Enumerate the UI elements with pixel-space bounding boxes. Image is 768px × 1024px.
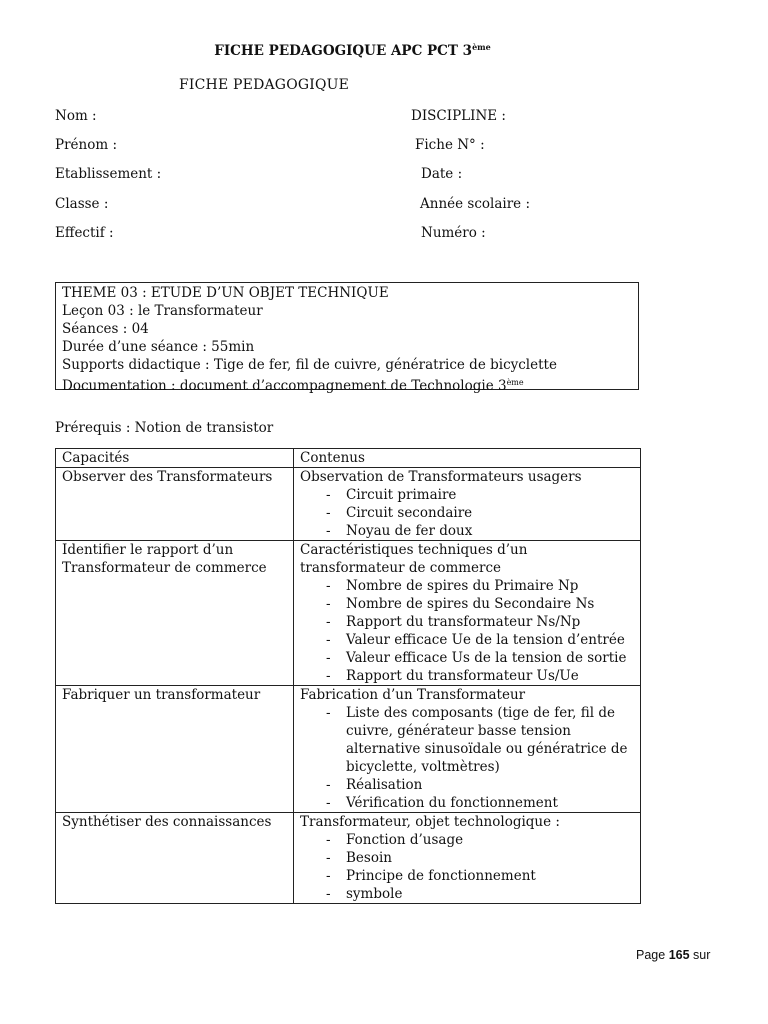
- content-list: [300, 831, 634, 903]
- capacity-cell: Synthétiser des connaissances: [56, 813, 294, 904]
- capacity-cell: Identifier le rapport d’un Transformateur de commerce: [56, 541, 294, 686]
- field-numero: Numéro :: [421, 225, 486, 241]
- header-contenus: Contenus: [294, 449, 641, 468]
- capacity-cell: Fabriquer un transformateur: [56, 686, 294, 813]
- table-row: [56, 813, 641, 904]
- dash-bullet-icon: -: [326, 505, 331, 521]
- dash-bullet-icon: -: [326, 832, 331, 848]
- theme-documentation: Documentation : document d’accompagnement de Technologie 3ème: [62, 378, 524, 394]
- header-capacites: Capacités: [56, 449, 294, 468]
- prerequisites: Prérequis : Notion de transistor: [55, 420, 274, 436]
- list-item: - Nombre de spires du Secondaire Ns: [326, 596, 595, 612]
- theme-sessions: Séances : 04: [62, 321, 149, 337]
- content-cell: [294, 541, 641, 686]
- content-title: Caractéristiques techniques d’un transformateur de commerce: [300, 542, 528, 576]
- list-item: - Valeur efficace Us de la tension de sortie: [326, 650, 627, 666]
- content-title: Transformateur, objet technologique :: [300, 814, 560, 830]
- list-item: - Circuit secondaire: [326, 505, 473, 521]
- field-fiche-numero: Fiche N° :: [415, 137, 485, 153]
- content-list: [300, 704, 634, 812]
- field-annee-scolaire: Année scolaire :: [420, 196, 530, 212]
- dash-bullet-icon: -: [326, 886, 331, 902]
- table-header-row: [56, 449, 641, 468]
- content-cell: [294, 813, 641, 904]
- capacity-cell: Observer des Transformateurs: [56, 468, 294, 541]
- dash-bullet-icon: -: [326, 777, 331, 793]
- dash-bullet-icon: -: [326, 614, 331, 630]
- list-item: - Noyau de fer doux: [326, 523, 473, 539]
- field-discipline: DISCIPLINE :: [411, 108, 506, 124]
- dash-bullet-icon: -: [326, 487, 331, 503]
- table-row: [56, 686, 641, 813]
- theme-title: THEME 03 : ETUDE D’UN OBJET TECHNIQUE: [62, 285, 389, 301]
- table-row: [56, 541, 641, 686]
- list-item: - Réalisation: [326, 777, 423, 793]
- list-item: - Vérification du fonctionnement: [326, 795, 558, 811]
- table-row: [56, 468, 641, 541]
- capacities-table: [55, 448, 641, 904]
- list-item: - Besoin: [326, 850, 392, 866]
- dash-bullet-icon: -: [326, 632, 331, 648]
- dash-bullet-icon: -: [326, 650, 331, 666]
- content-list: [300, 577, 634, 685]
- theme-box: [55, 282, 639, 394]
- dash-bullet-icon: -: [326, 523, 331, 539]
- dash-bullet-icon: -: [326, 596, 331, 612]
- content-cell: [294, 468, 641, 541]
- document-title: FICHE PEDAGOGIQUE APC PCT 3ème: [214, 42, 491, 59]
- list-item: - Nombre de spires du Primaire Np: [326, 578, 579, 594]
- page-label: Page: [636, 948, 666, 962]
- content-title: Observation de Transformateurs usagers: [300, 469, 582, 485]
- page-number: 165: [668, 948, 690, 962]
- list-item: - Fonction d’usage: [326, 832, 464, 848]
- content-list: [300, 486, 634, 540]
- list-item: - Principe de fonctionnement: [326, 868, 536, 884]
- document-subtitle: FICHE PEDAGOGIQUE: [179, 77, 350, 93]
- list-item: - symbole: [326, 886, 403, 902]
- field-etablissement: Etablissement :: [55, 166, 162, 182]
- field-effectif: Effectif :: [55, 225, 114, 241]
- field-date: Date :: [421, 166, 463, 182]
- list-item: - Liste des composants (tige de fer, fil de cuivre, générateur basse tension alternative sinusoïdale ou génératrice de bicyclette, voltmètres): [326, 705, 628, 775]
- dash-bullet-icon: -: [326, 795, 331, 811]
- field-classe: Classe :: [55, 196, 109, 212]
- dash-bullet-icon: -: [326, 668, 331, 684]
- theme-lesson: Leçon 03 : le Transformateur: [62, 303, 263, 319]
- field-nom: Nom :: [55, 108, 97, 124]
- list-item: - Rapport du transformateur Ns/Np: [326, 614, 581, 630]
- list-item: - Circuit primaire: [326, 487, 457, 503]
- theme-duration: Durée d’une séance : 55min: [62, 339, 255, 355]
- list-item: - Rapport du transformateur Us/Ue: [326, 668, 579, 684]
- page-of-label: sur: [693, 948, 711, 962]
- dash-bullet-icon: -: [326, 578, 331, 594]
- theme-supports: Supports didactique : Tige de fer, fil de cuivre, génératrice de bicyclette: [62, 357, 557, 373]
- dash-bullet-icon: -: [326, 850, 331, 866]
- page-footer: [636, 948, 710, 962]
- content-title: Fabrication d’un Transformateur: [300, 687, 526, 703]
- list-item: - Valeur efficace Ue de la tension d’entrée: [326, 632, 625, 648]
- dash-bullet-icon: -: [326, 868, 331, 884]
- content-cell: [294, 686, 641, 813]
- dash-bullet-icon: -: [326, 705, 331, 721]
- field-prenom: Prénom :: [55, 137, 117, 153]
